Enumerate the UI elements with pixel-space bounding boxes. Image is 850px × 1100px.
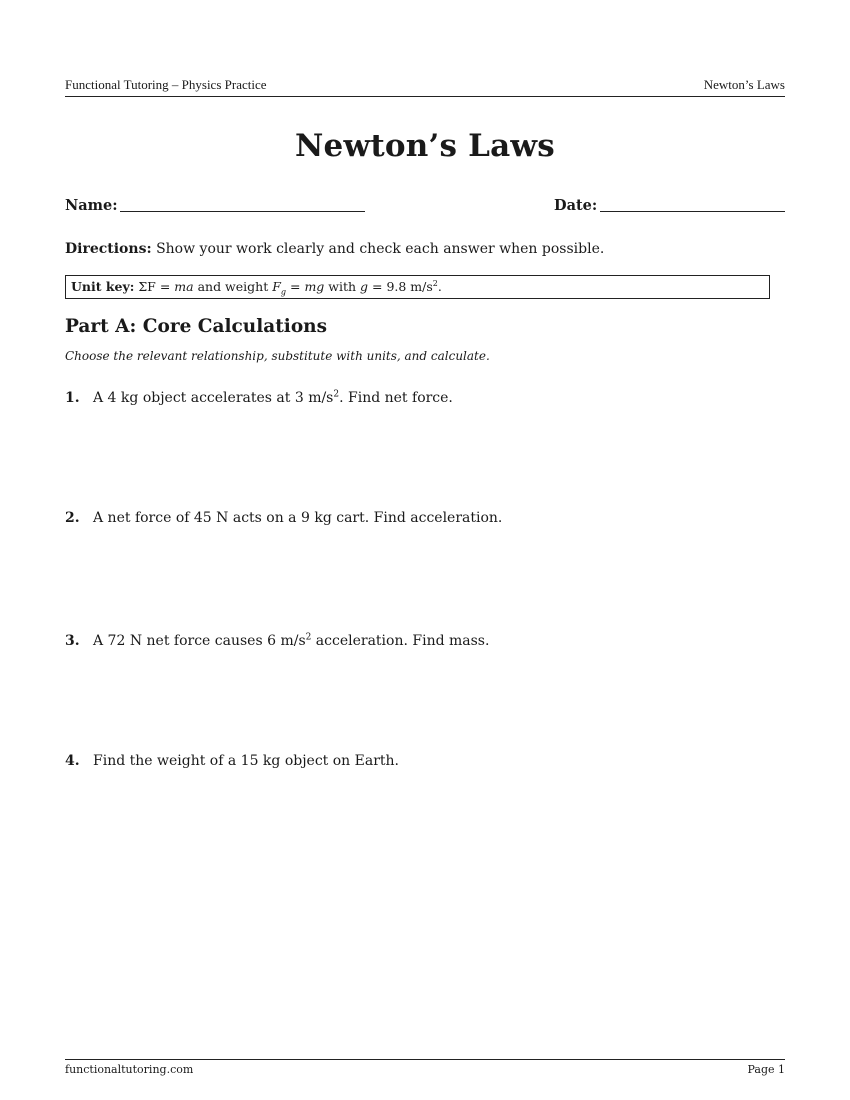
footer-page-number: Page 1: [747, 1063, 785, 1076]
unit-key-with: with: [324, 279, 361, 295]
part-a-heading: Part A: Core Calculations: [65, 316, 328, 337]
unit-key-eq2: =: [286, 279, 305, 295]
question-text: Find the weight of a 15 kg object on Earth.: [93, 753, 399, 769]
question-text-end: . Find net force.: [339, 390, 453, 406]
part-a-subtitle: Choose the relevant relationship, substitute with units, and calculate.: [65, 349, 490, 363]
directions-label: Directions:: [65, 241, 152, 257]
question-superscript: 2: [305, 632, 312, 643]
unit-key-and-weight: and weight: [193, 279, 273, 295]
unit-key-sigma-f: ΣF: [138, 279, 156, 295]
unit-key-g-value: = 9.8 m/s: [368, 279, 433, 295]
unit-key-ma: ma: [174, 279, 194, 295]
question-4: [65, 753, 399, 769]
question-number: 2.: [65, 510, 80, 526]
unit-key-fg: F: [272, 279, 281, 295]
name-blank-line[interactable]: [120, 211, 365, 212]
date-field: [554, 197, 597, 217]
name-field: [65, 197, 118, 217]
question-2: [65, 510, 502, 526]
header-right-text: Newton’s Laws: [703, 77, 785, 92]
directions: [65, 241, 604, 257]
question-text-end: acceleration. Find mass.: [311, 633, 490, 649]
unit-key-label: Unit key:: [71, 279, 135, 295]
question-text: A 4 kg object accelerates at 3 m/s: [93, 390, 334, 406]
unit-key-mg: mg: [304, 279, 325, 295]
unit-key-box: [65, 275, 770, 299]
name-label: Name:: [65, 197, 118, 214]
unit-key-end: .: [437, 279, 442, 295]
unit-key-g: g: [360, 279, 369, 295]
question-number: 4.: [65, 753, 80, 769]
footer-website: functionaltutoring.com: [65, 1063, 194, 1076]
question-number: 1.: [65, 390, 80, 406]
directions-text: Show your work clearly and check each answer when possible.: [151, 241, 605, 257]
page-title: Newton’s Laws: [295, 128, 555, 164]
date-label: Date:: [554, 197, 598, 214]
date-blank-line[interactable]: [600, 211, 785, 212]
question-number: 3.: [65, 633, 80, 649]
page-footer: [65, 1059, 785, 1077]
question-text: A 72 N net force causes 6 m/s: [93, 633, 306, 649]
question-3: [65, 633, 489, 649]
header-left-text: Functional Tutoring – Physics Practice: [65, 77, 267, 92]
page-header: [65, 77, 785, 97]
unit-key-g-exp: 2: [432, 279, 438, 288]
unit-key-eq1: =: [155, 279, 175, 295]
question-superscript: 2: [333, 389, 340, 400]
unit-key-fg-sub: g: [280, 287, 287, 297]
question-text: A net force of 45 N acts on a 9 kg cart. Find acceleration.: [93, 510, 503, 526]
question-1: [65, 390, 453, 406]
